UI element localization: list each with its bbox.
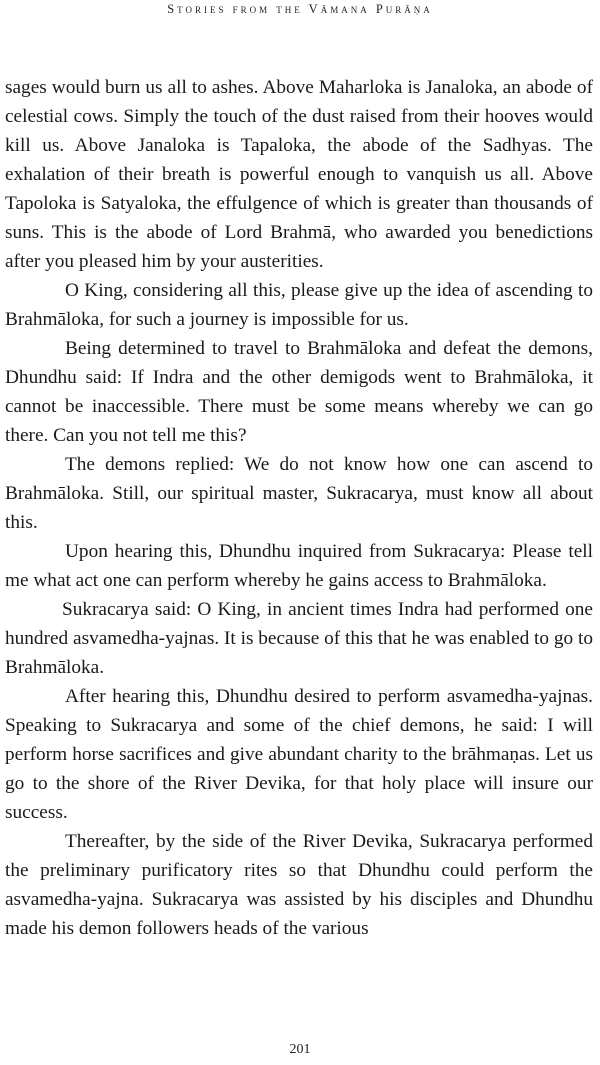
paragraph: Upon hearing this, Dhundhu inquired from Sukracarya: Please tell me what act one can perform whereby he gains access to Brahmāloka. <box>5 541 593 591</box>
page-number: 201 <box>289 1042 311 1057</box>
paragraph: Sukracarya said: O King, in ancient times Indra had performed one hundred asvamedha-yajnas. It is because of this that he was enabled to go to Brahmāloka. <box>5 599 593 678</box>
paragraph: O King, considering all this, please give up the idea of ascending to Brahmāloka, for such a journey is impossible for us. <box>5 280 593 330</box>
paragraph: Thereafter, by the side of the River Devika, Sukracarya performed the preliminary purificatory rites so that Dhundhu could perform the asvamedha-yajna. Sukracarya was assisted by his disciples and Dhundhu made his demon followers heads of the various <box>5 831 593 939</box>
paragraph: After hearing this, Dhundhu desired to perform asvamedha-yajnas. Speaking to Sukracarya and some of the chief demons, he said: I will perform horse sacrifices and give abundant charity to the brāhmaṇas. Let us go to the shore of the River Devika, for that holy place will insure our success. <box>5 686 593 823</box>
paragraph-continued: sages would burn us all to ashes. Above Maharloka is Janaloka, an abode of celestial cows. Simply the touch of the dust raised from their hooves would kill us. Above Janaloka is Tapaloka, the abode of the Sadhyas. The exhalation of their breath is powerful enough to vanquish us all. Above Tapoloka is Satyaloka, the effulgence of which is greater than thousands of suns. This is the abode of Lord Brahmā, who awarded you benedictions after you pleased him by your austerities. <box>5 77 593 272</box>
running-header: Stories from the Vāmana Purāṇa <box>167 2 433 16</box>
paragraph: The demons replied: We do not know how one can ascend to Brahmāloka. Still, our spiritual master, Sukracarya, must know all about this. <box>5 454 593 533</box>
paragraph: Being determined to travel to Brahmāloka and defeat the demons, Dhundhu said: If Indra and the other demigods went to Brahmāloka, it cannot be inaccessible. There must be some means whereby we can go there. Can you not tell me this? <box>5 338 593 446</box>
body-text <box>5 73 593 943</box>
